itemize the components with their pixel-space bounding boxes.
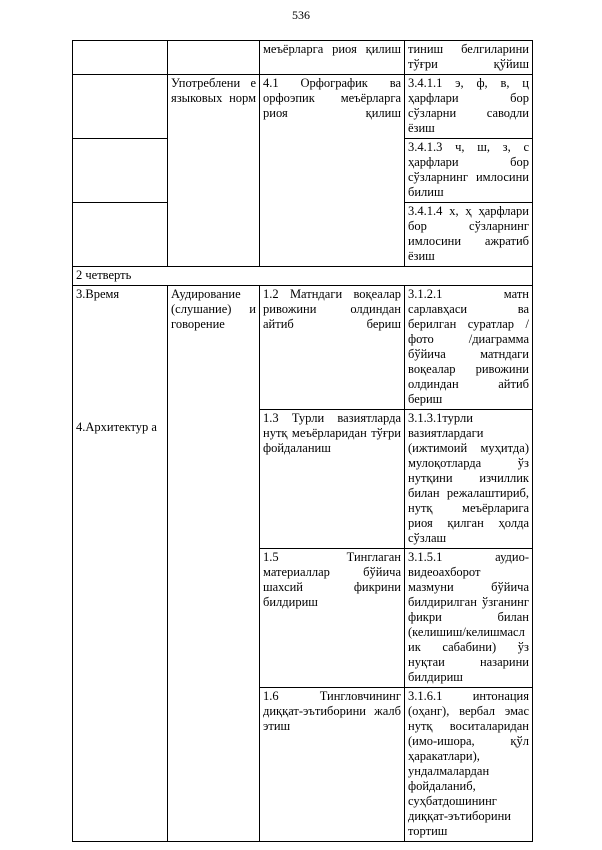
goal-cell: 1.5 Тинглаган материаллар бўйича шахсий фикрини билдириш	[260, 549, 405, 688]
outcome-cell: 3.4.1.3 ч, ш, з, с ҳарфлари бор сўзларнинг имлосини билиш	[405, 139, 533, 203]
table-cell	[73, 41, 168, 75]
table-cell	[73, 203, 168, 267]
topic-cell	[73, 286, 168, 842]
quarter-row	[73, 267, 533, 286]
outcome-cell: 3.1.6.1 интонация (оҳанг), вербал эмас нутқ воситаларидан (имо-ишора, қўл ҳаракатлари), ундалмалардан фойдаланиб, суҳбатдошининг диққат-эътиборини тортиш	[405, 688, 533, 842]
outcome-cell: 3.4.1.4 х, ҳ ҳарфлари бор сўзларнинг имлосини ажратиб ёзиш	[405, 203, 533, 267]
table-cell	[73, 139, 168, 203]
topic-time: 3.Время	[76, 287, 120, 301]
outcome-cell: 3.4.1.1 э, ф, в, ц ҳарфлари бор сўзларни саводли ёзиш	[405, 75, 533, 139]
table-row	[73, 286, 533, 410]
skill-cell: Употреблени е языковых норм	[168, 75, 260, 267]
goal-cell: 1.2 Матндаги воқеалар ривожини олдиндан айтиб бериш	[260, 286, 405, 410]
outcome-cell: 3.1.2.1 матн сарлавҳаси ва берилган суратлар /фото /диаграмма бўйича матндаги воқеалар ривожини олдиндан айтиб бериш	[405, 286, 533, 410]
table-row	[73, 41, 533, 75]
outcome-cell: 3.1.5.1 аудио-видеоахборот мазмуни бўйича билдирилган ўзганинг фикри билан (келишиш/келишмасл ик сабабини) ўз нуқтаи назарини билдириш	[405, 549, 533, 688]
outcome-cell: тиниш белгиларини тўғри қўйиш	[405, 41, 533, 75]
page-number: 536	[292, 8, 310, 22]
skill-cell: Аудирование (слушание) и говорение	[168, 286, 260, 842]
goal-cell: 1.6 Тингловчининг диққат-эътиборини жалб этиш	[260, 688, 405, 842]
quarter-label: 2 четверть	[73, 267, 533, 286]
goal-cell: меъёрларга риоя қилиш	[260, 41, 405, 75]
table-row	[73, 75, 533, 139]
curriculum-table	[72, 40, 533, 842]
table-cell	[73, 75, 168, 139]
topic-architecture: 4.Архитектур а	[76, 420, 157, 434]
table-cell	[168, 41, 260, 75]
goal-cell: 4.1 Орфографик ва орфоэпик меъёрларга риоя қилиш	[260, 75, 405, 267]
goal-cell: 1.3 Турли вазиятларда нутқ меъёрларидан тўғри фойдаланиш	[260, 410, 405, 549]
outcome-cell: 3.1.3.1турли вазиятлардаги (ижтимоий муҳитда) мулоқотларда ўз нутқини изчиллик билан режалаштириб, нутқ меъёрларига риоя қилган ҳолда сўзлаш	[405, 410, 533, 549]
